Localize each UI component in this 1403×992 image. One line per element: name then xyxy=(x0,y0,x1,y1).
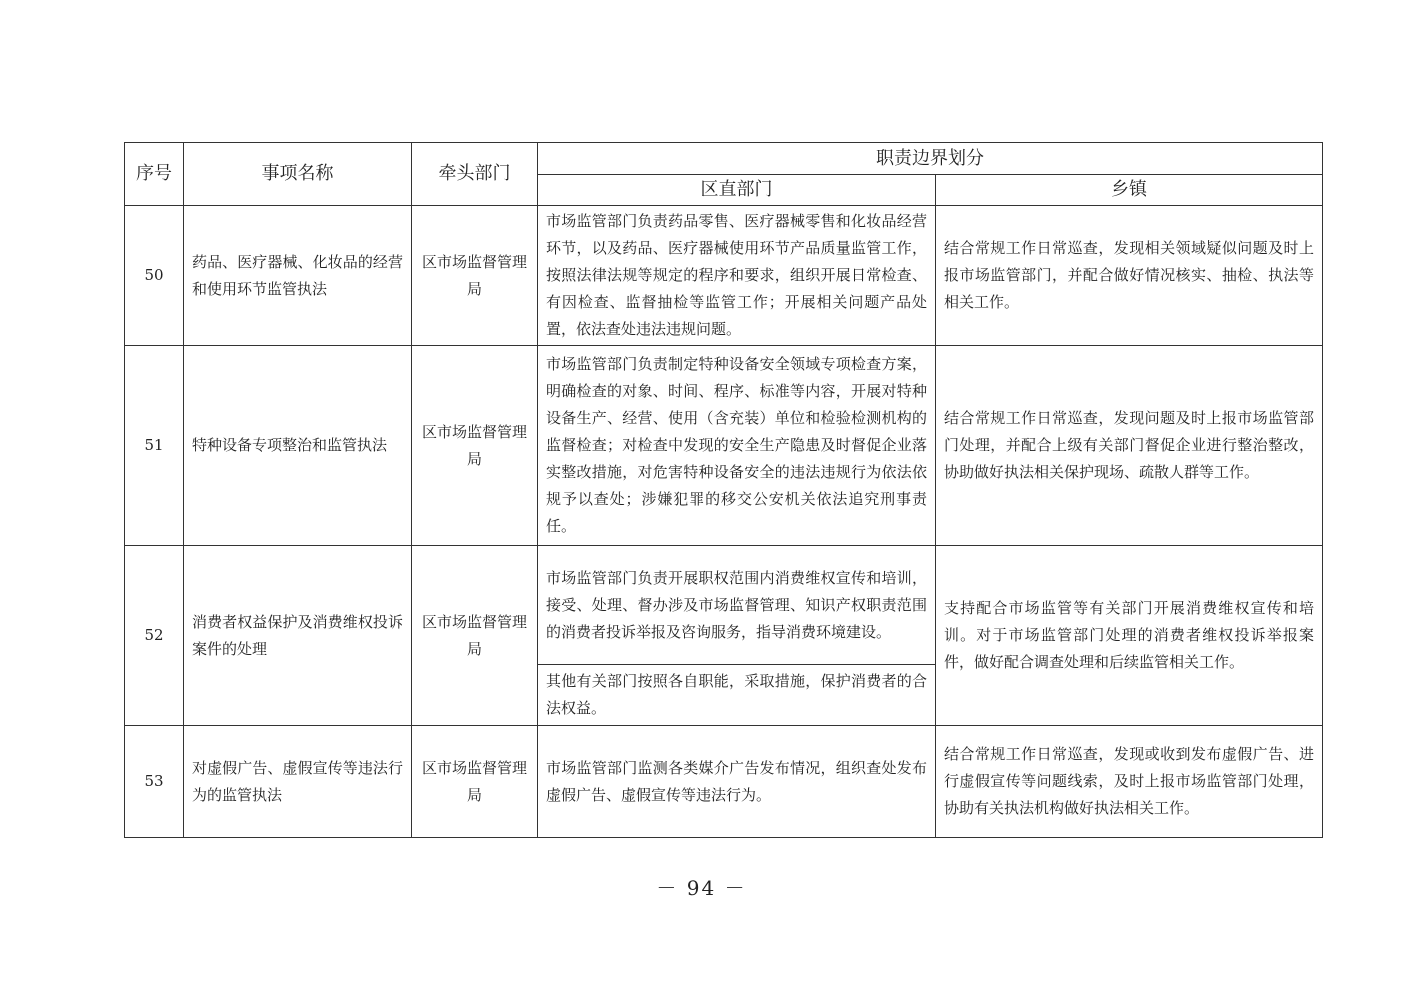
table-row xyxy=(125,346,1323,546)
row-lead: 区市场监督管理局 xyxy=(412,546,538,726)
page-number: － 94 － xyxy=(656,876,747,900)
row-item: 药品、医疗器械、化妆品的经营和使用环节监管执法 xyxy=(184,206,412,346)
row-district: 市场监管部门负责制定特种设备安全领域专项检查方案，明确检查的对象、时间、程序、标准等内容，开展对特种设备生产、经营、使用（含充装）单位和检验检测机构的监督检查；对检查中发现的安全生产隐患及时督促企业落实整改措施，对危害特种设备安全的违法违规行为依法依规予以查处；涉嫌犯罪的移交公安机关依法追究刑事责任。 xyxy=(538,346,936,546)
row-district: 市场监管部门负责开展职权范围内消费维权宣传和培训，接受、处理、督办涉及市场监督管理、知识产权职责范围的消费者投诉举报及咨询服务，指导消费环境建设。 xyxy=(538,546,936,665)
row-township: 结合常规工作日常巡查，发现相关领域疑似问题及时上报市场监管部门，并配合做好情况核实、抽检、执法等相关工作。 xyxy=(936,206,1323,346)
row-item: 特种设备专项整治和监管执法 xyxy=(184,346,412,546)
header-district: 区直部门 xyxy=(538,175,936,206)
table-row xyxy=(125,546,1323,665)
row-item: 对虚假广告、虚假宣传等违法行为的监管执法 xyxy=(184,726,412,838)
responsibility-table xyxy=(124,142,1323,838)
table-row xyxy=(125,206,1323,346)
header-seq: 序号 xyxy=(125,143,184,206)
row-district: 市场监管部门负责药品零售、医疗器械零售和化妆品经营环节，以及药品、医疗器械使用环节产品质量监管工作，按照法律法规等规定的程序和要求，组织开展日常检查、有因检查、监督抽检等监管工作；开展相关问题产品处置，依法查处违法违规问题。 xyxy=(538,206,936,346)
header-township: 乡镇 xyxy=(936,175,1323,206)
row-township: 结合常规工作日常巡查，发现问题及时上报市场监管部门处理，并配合上级有关部门督促企业进行整治整改，协助做好执法相关保护现场、疏散人群等工作。 xyxy=(936,346,1323,546)
table-row xyxy=(125,726,1323,838)
row-lead: 区市场监督管理局 xyxy=(412,206,538,346)
header-item: 事项名称 xyxy=(184,143,412,206)
row-township: 支持配合市场监管等有关部门开展消费维权宣传和培训。对于市场监管部门处理的消费者维权投诉举报案件，做好配合调查处理和后续监管相关工作。 xyxy=(936,546,1323,726)
row-lead: 区市场监督管理局 xyxy=(412,726,538,838)
row-district-other: 其他有关部门按照各自职能，采取措施，保护消费者的合法权益。 xyxy=(538,665,936,726)
row-seq: 51 xyxy=(125,346,184,546)
row-item: 消费者权益保护及消费维权投诉案件的处理 xyxy=(184,546,412,726)
row-seq: 50 xyxy=(125,206,184,346)
row-lead: 区市场监督管理局 xyxy=(412,346,538,546)
row-township: 结合常规工作日常巡查，发现或收到发布虚假广告、进行虚假宣传等问题线索，及时上报市场监管部门处理，协助有关执法机构做好执法相关工作。 xyxy=(936,726,1323,838)
row-seq: 53 xyxy=(125,726,184,838)
header-lead: 牵头部门 xyxy=(412,143,538,206)
row-seq: 52 xyxy=(125,546,184,726)
header-division: 职责边界划分 xyxy=(538,143,1323,175)
row-district: 市场监管部门监测各类媒介广告发布情况，组织查处发布虚假广告、虚假宣传等违法行为。 xyxy=(538,726,936,838)
